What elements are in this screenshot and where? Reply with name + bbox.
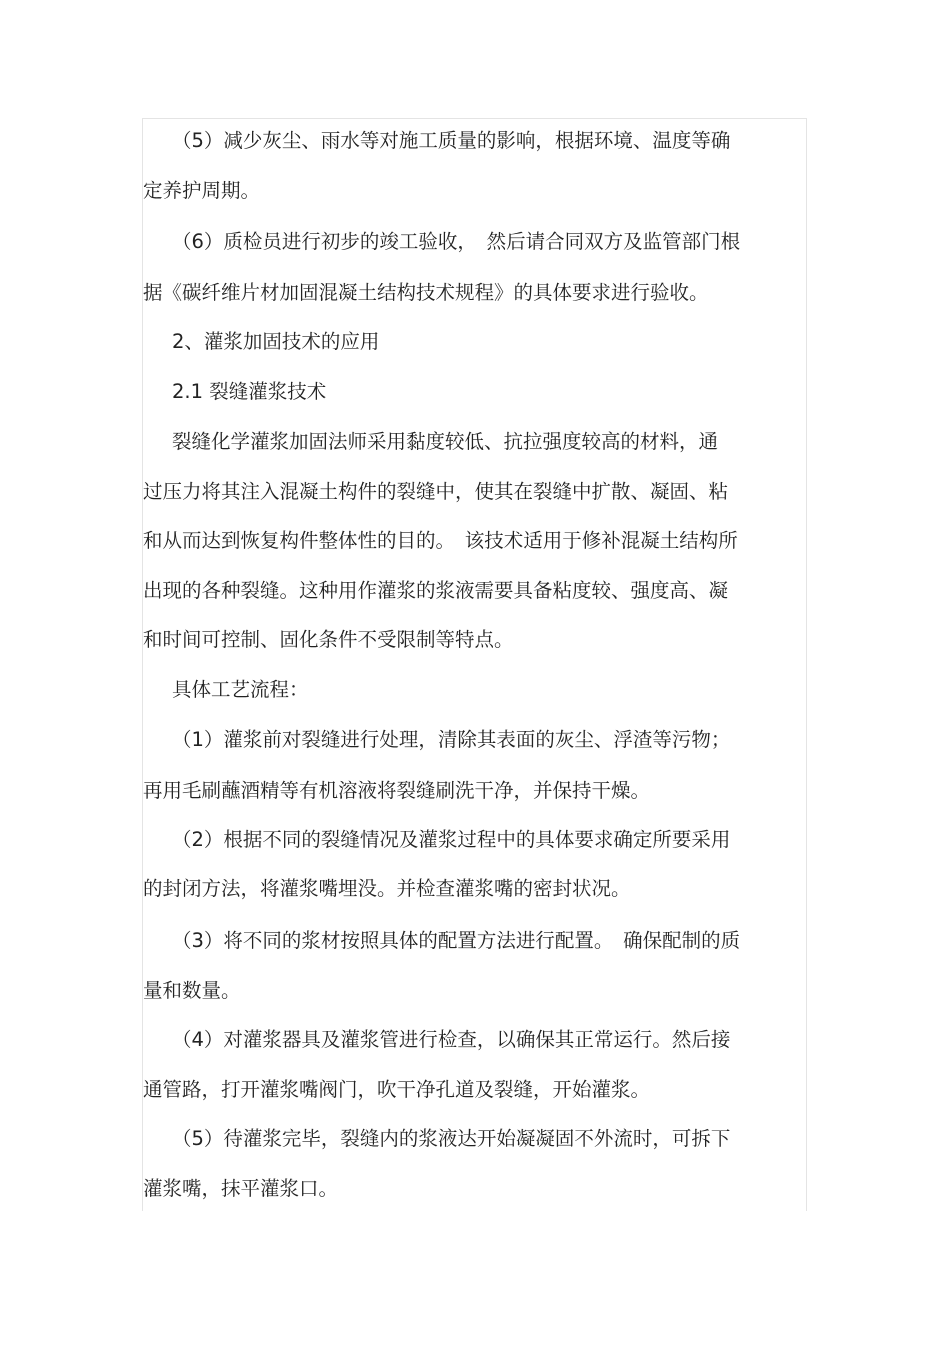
subsection-heading: 2.1 裂缝灌浆技术 bbox=[172, 380, 327, 403]
text-line-18: 量和数量。 bbox=[143, 979, 241, 1002]
text-line-1: （5）减少灰尘、雨水等对施工质量的影响，根据环境、温度等确 bbox=[172, 129, 731, 152]
section-heading: 2、灌浆加固技术的应用 bbox=[172, 330, 380, 353]
text-line-19: （4）对灌浆器具及灌浆管进行检查，以确保其正常运行。然后接 bbox=[172, 1028, 731, 1051]
text-line-9: 和从而达到恢复构件整体性的目的。 该技术适用于修补混凝土结构所 bbox=[143, 529, 738, 552]
text-line-3: （6）质检员进行初步的竣工验收， 然后请合同双方及监管部门根 bbox=[172, 230, 741, 253]
text-line-13: （1）灌浆前对裂缝进行处理，清除其表面的灰尘、浮渣等污物； bbox=[172, 728, 731, 751]
text-line-10: 出现的各种裂缝。这种用作灌浆的浆液需要具备粘度较、强度高、凝 bbox=[143, 579, 729, 602]
text-line-8: 过压力将其注入混凝土构件的裂缝中，使其在裂缝中扩散、凝固、粘 bbox=[143, 480, 729, 503]
text-line-7: 裂缝化学灌浆加固法师采用黏度较低、抗拉强度较高的材料，通 bbox=[172, 430, 719, 453]
text-line-4: 据《碳纤维片材加固混凝土结构技术规程》的具体要求进行验收。 bbox=[143, 281, 709, 304]
text-line-14: 再用毛刷蘸酒精等有机溶液将裂缝刷洗干净，并保持干燥。 bbox=[143, 779, 651, 802]
text-line-20: 通管路，打开灌浆嘴阀门，吹干净孔道及裂缝，开始灌浆。 bbox=[143, 1078, 651, 1101]
text-line-11: 和时间可控制、固化条件不受限制等特点。 bbox=[143, 628, 514, 651]
text-line-21: （5）待灌浆完毕，裂缝内的浆液达开始凝凝固不外流时，可拆下 bbox=[172, 1127, 731, 1150]
text-line-22: 灌浆嘴，抹平灌浆口。 bbox=[143, 1177, 339, 1200]
text-line-2: 定养护周期。 bbox=[143, 179, 261, 202]
text-line-15: （2）根据不同的裂缝情况及灌浆过程中的具体要求确定所要采用 bbox=[172, 828, 731, 851]
text-line-17: （3）将不同的浆材按照具体的配置方法进行配置。 确保配制的质 bbox=[172, 929, 741, 952]
text-line-16: 的封闭方法，将灌浆嘴埋没。并检查灌浆嘴的密封状况。 bbox=[143, 877, 631, 900]
text-line-12: 具体工艺流程： bbox=[172, 678, 309, 701]
